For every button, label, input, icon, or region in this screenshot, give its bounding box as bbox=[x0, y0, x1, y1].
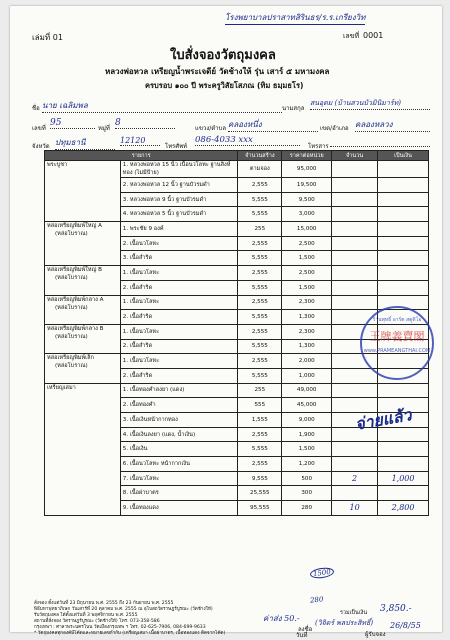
fax-label: โทรสาร bbox=[308, 143, 329, 150]
group-name-line: พระบูชา bbox=[47, 162, 68, 168]
unit-price-cell: 95,000 bbox=[282, 161, 332, 178]
unit-price-cell: 1,000 bbox=[282, 368, 332, 383]
tambon-field[interactable]: คลองหนึ่ง bbox=[228, 118, 318, 132]
group-name-line: (หล่อโบราณ) bbox=[55, 275, 88, 282]
unit-price-cell: 2,500 bbox=[282, 266, 332, 281]
surname-label: นามสกุล bbox=[282, 105, 305, 112]
amount-cell[interactable] bbox=[378, 161, 429, 178]
page-title: ใบสั่งจองวัตถุมงคล bbox=[170, 48, 276, 63]
unit-price-cell: 300 bbox=[282, 486, 332, 501]
qty-built-cell: 95,555 bbox=[238, 501, 282, 516]
unit-price-cell: 9,000 bbox=[282, 413, 332, 428]
qty-built-cell: 5,555 bbox=[238, 368, 282, 383]
unit-price-cell: 3,000 bbox=[282, 207, 332, 222]
item-name-cell: 2. เนื้อนวโลหะ bbox=[120, 236, 238, 251]
handwritten-price-correction-1: 1500 bbox=[309, 566, 334, 579]
book-label: เล่มที่ 01 bbox=[32, 33, 63, 42]
count-cell[interactable] bbox=[332, 383, 378, 398]
group-name-cell bbox=[45, 266, 121, 295]
count-cell[interactable] bbox=[332, 486, 378, 501]
count-cell[interactable]: 2 bbox=[332, 471, 378, 486]
unit-price-cell: 15,000 bbox=[282, 222, 332, 237]
unit-price-cell: 1,300 bbox=[282, 310, 332, 325]
unit-price-cell: 1,900 bbox=[282, 427, 332, 442]
unit-price-cell: 1,300 bbox=[282, 339, 332, 354]
date-label: วันที่ bbox=[296, 632, 308, 639]
item-name-cell: 8. เนื้อฝาบาตร bbox=[120, 486, 238, 501]
unit-price-cell: 2,300 bbox=[282, 295, 332, 310]
count-cell[interactable] bbox=[332, 295, 378, 310]
item-name-cell: 6. เนื้อนวโลหะ หน้ากากเงิน bbox=[120, 457, 238, 472]
signature-role: ผู้รับจอง bbox=[365, 631, 386, 638]
tambon-label: แขวง/ตำบล bbox=[195, 125, 227, 132]
item-name-cell: 3. เนื้อสำริด bbox=[120, 251, 238, 266]
amount-cell[interactable] bbox=[378, 280, 429, 295]
item-name-cell: 1. เนื้อนวโลหะ bbox=[120, 295, 238, 310]
footer-line: สั่งจอง ตั้งแต่วันที่ 23 มิถุนายน พ.ศ. 2555 ถึง 23 กันยายน พ.ศ. 2555 bbox=[34, 601, 174, 606]
item-name-cell: 1. เนื้อนวโลหะ bbox=[120, 266, 238, 281]
item-name-cell: 5. เนื้อเงิน bbox=[120, 442, 238, 457]
stamp-website: www.PRAMEANGTHAI.COM bbox=[363, 348, 431, 354]
qty-built-cell: 5,555 bbox=[238, 207, 282, 222]
unit-price-cell: 1,500 bbox=[282, 442, 332, 457]
unit-price-cell: 2,300 bbox=[282, 324, 332, 339]
group-name-cell bbox=[45, 161, 121, 222]
qty-built-cell: 2,555 bbox=[238, 178, 282, 193]
amphoe-label: เขต/อำเภอ bbox=[320, 125, 349, 132]
qty-built-cell: 25,555 bbox=[238, 486, 282, 501]
qty-built-cell: 2,555 bbox=[238, 236, 282, 251]
count-cell[interactable] bbox=[332, 280, 378, 295]
group-name-line: หล่อเหรียญพิมพ์ใหญ่ A bbox=[47, 223, 102, 230]
qty-built-cell: 5,555 bbox=[238, 339, 282, 354]
item-name-cell: 2. เนื้อสำริด bbox=[120, 280, 238, 295]
unit-price-cell: 2,500 bbox=[282, 236, 332, 251]
count-cell[interactable] bbox=[332, 442, 378, 457]
unit-price-cell: 1,200 bbox=[282, 457, 332, 472]
item-name-cell: 2. หลวงพ่อหวล 12 นิ้ว ฐานบัวรมดำ bbox=[120, 178, 238, 193]
item-name-cell: 1. เนื้อทองคำลงยา (แดง) bbox=[120, 383, 238, 398]
item-name-cell: 4. เนื้อเงินลงยา (แดง, น้ำเงิน) bbox=[120, 427, 238, 442]
qty-built-cell: 255 bbox=[238, 383, 282, 398]
qty-built-cell: 5,555 bbox=[238, 251, 282, 266]
header-item: รายการ bbox=[45, 151, 238, 161]
subtitle-1: หลวงพ่อหวล เหรียญน้ำพระเจดีย์ วัดช้างให้ รุ่น เสาร์ ๕ มหามงคล bbox=[105, 67, 330, 76]
amount-cell[interactable] bbox=[378, 192, 429, 207]
order-form-paper bbox=[10, 6, 442, 632]
name-field[interactable]: นาย เฉลิมพล bbox=[42, 99, 282, 113]
group-name-line: (หล่อโบราณ) bbox=[55, 363, 88, 370]
item-name-cell: 1. พระชัย 9 องค์ bbox=[120, 222, 238, 237]
item-name-cell: 3. เนื้อเงินหน้ากากทอง bbox=[120, 413, 238, 428]
qty-built-cell: 2,555 bbox=[238, 457, 282, 472]
unit-price-cell: 49,000 bbox=[282, 383, 332, 398]
amount-cell[interactable] bbox=[378, 207, 429, 222]
footer-line: รับวัตถุมงคล ได้ตั้งแต่วันที่ 3 พฤศจิกายน พ.ศ. 2555 bbox=[34, 613, 138, 618]
count-cell[interactable] bbox=[332, 207, 378, 222]
amount-cell[interactable] bbox=[378, 383, 429, 398]
count-cell[interactable] bbox=[332, 161, 378, 178]
count-cell[interactable] bbox=[332, 192, 378, 207]
item-name-cell: 2. เนื้อทองคำ bbox=[120, 398, 238, 413]
group-name-line: หล่อเหรียญพิมพ์เล็ก bbox=[47, 355, 94, 362]
item-name-cell: 4. หลวงพ่อหวล 5 นิ้ว ฐานบัวรมดำ bbox=[120, 207, 238, 222]
unit-price-cell: 2,000 bbox=[282, 354, 332, 369]
qty-built-cell: 555 bbox=[238, 398, 282, 413]
unit-price-cell: 19,500 bbox=[282, 178, 332, 193]
total-value: 3,850.- bbox=[380, 604, 412, 614]
moo-field[interactable]: 8 bbox=[115, 118, 175, 129]
moo-label: หมู่ที่ bbox=[98, 125, 110, 132]
qty-built-cell: 2,555 bbox=[238, 295, 282, 310]
qty-built-cell: 1,555 bbox=[238, 413, 282, 428]
item-name-cell: 2. เนื้อสำริด bbox=[120, 339, 238, 354]
table-row bbox=[45, 161, 429, 178]
province-label: จังหวัด bbox=[32, 143, 50, 150]
item-name-cell: 3. หลวงพ่อหวล 9 นิ้ว ฐานบัวรมดำ bbox=[120, 192, 238, 207]
qty-built-cell: 5,555 bbox=[238, 192, 282, 207]
group-name-cell bbox=[45, 324, 121, 353]
stamp-chinese-name: 王牌義賣閣 bbox=[369, 330, 425, 343]
count-cell[interactable] bbox=[332, 266, 378, 281]
signature-label: ลงชื่อ bbox=[298, 626, 313, 633]
address-field[interactable]: 95 bbox=[50, 118, 95, 129]
count-cell[interactable] bbox=[332, 368, 378, 383]
qty-built-cell: 255 bbox=[238, 222, 282, 237]
header-count: จำนวน bbox=[332, 151, 378, 161]
handwritten-top-note: โรงพยาบาลปราสาทสิรินธร/ร.ร.เกรียงวิท bbox=[225, 11, 365, 25]
header-unit-price: ราคาต่อหน่วย bbox=[282, 151, 332, 161]
shop-stamp bbox=[360, 306, 434, 380]
shipping-note: ค่าส่ง 50.- bbox=[263, 614, 300, 623]
count-cell[interactable] bbox=[332, 251, 378, 266]
footer-line: พิธีมหาพุทธาภิเษก วันเสาร์ที่ 20 ตุลาคม พ.ศ. 2555 ณ อุโบสถวัดราษฎร์บูรณะ (วัดช้างให้) bbox=[34, 607, 213, 612]
item-name-cell: 7. เนื้อนวโลหะ bbox=[120, 471, 238, 486]
table-header-row bbox=[45, 151, 429, 161]
amount-cell[interactable]: 1,000 bbox=[378, 471, 429, 486]
footer-line: * วัตถุมงคลทุกองค์มีโค้ดและหมายเลขกำกับ (เหรียญเสมา เนื้อฝาบาตร, เนื้อทองแดง ติดจากโค้ด) bbox=[34, 631, 226, 636]
qty-built-cell: 5,555 bbox=[238, 442, 282, 457]
group-name-line: (หล่อโบราณ) bbox=[55, 231, 88, 238]
qty-built-cell: ตามจอง bbox=[238, 161, 282, 178]
qty-built-cell: 2,555 bbox=[238, 324, 282, 339]
item-name-cell: 1. เนื้อนวโลหะ bbox=[120, 324, 238, 339]
unit-price-cell: 45,000 bbox=[282, 398, 332, 413]
group-name-cell bbox=[45, 295, 121, 324]
unit-price-cell: 500 bbox=[282, 471, 332, 486]
paid-mark: จ่ายแล้ว bbox=[353, 405, 413, 434]
qty-built-cell: 2,555 bbox=[238, 354, 282, 369]
address-label: เลขที่ bbox=[32, 125, 46, 132]
footer-line: กรุงเทพฯ : ศาลาพระนครโนน วัดเมืองกรุงเทพ ฯ โทร. 02-625-7906, 084-699-9633 bbox=[34, 625, 206, 630]
count-cell[interactable] bbox=[332, 236, 378, 251]
amount-cell[interactable] bbox=[378, 266, 429, 281]
group-name-cell bbox=[45, 354, 121, 383]
table-row bbox=[45, 295, 429, 310]
count-cell[interactable] bbox=[332, 457, 378, 472]
amount-cell[interactable]: 2,800 bbox=[378, 501, 429, 516]
qty-built-cell: 5,555 bbox=[238, 310, 282, 325]
tel-field[interactable]: 086-4033 xxx bbox=[195, 135, 300, 146]
header-amount: เป็นเงิน bbox=[378, 151, 429, 161]
unit-price-cell: 1,500 bbox=[282, 251, 332, 266]
group-name-line: หล่อเหรียญพิมพ์กลาง A bbox=[47, 296, 104, 303]
amount-cell[interactable] bbox=[378, 251, 429, 266]
book-number-label: เลขที่ bbox=[343, 32, 360, 40]
group-name-line: (หล่อโบราณ) bbox=[55, 304, 88, 311]
group-name-line: เหรียญเสมา bbox=[47, 384, 76, 391]
group-name-cell bbox=[45, 383, 121, 515]
qty-built-cell: 5,555 bbox=[238, 280, 282, 295]
count-cell[interactable]: 10 bbox=[332, 501, 378, 516]
amphoe-field[interactable]: คลองหลวง bbox=[355, 118, 430, 132]
unit-price-cell: 280 bbox=[282, 501, 332, 516]
amount-cell[interactable] bbox=[378, 442, 429, 457]
table-row bbox=[45, 383, 429, 398]
table-row bbox=[45, 222, 429, 237]
handwritten-price-correction-9: 280 bbox=[309, 595, 324, 605]
amount-cell[interactable] bbox=[378, 222, 429, 237]
item-name-cell: 9. เนื้อทองแดง bbox=[120, 501, 238, 516]
fax-field[interactable] bbox=[330, 136, 430, 147]
amount-cell[interactable] bbox=[378, 457, 429, 472]
group-name-line: หล่อเหรียญพิมพ์ใหญ่ B bbox=[47, 267, 102, 274]
header-qty-built: จำนวนสร้าง bbox=[238, 151, 282, 161]
qty-built-cell: 2,555 bbox=[238, 266, 282, 281]
amount-cell[interactable] bbox=[378, 486, 429, 501]
signature-name: (วิจิตร์ พลประสิทธิ์) bbox=[315, 619, 374, 627]
item-name-cell: 1. เนื้อนวโลหะ bbox=[120, 354, 238, 369]
group-name-line: (หล่อโบราณ) bbox=[55, 333, 88, 340]
unit-price-cell: 9,500 bbox=[282, 192, 332, 207]
surname-field[interactable]: สนอุดม (บ้านสวนบัวมินิมาร์ท) bbox=[310, 98, 430, 110]
book-number: 0001 bbox=[363, 31, 384, 40]
group-name-line: หล่อเหรียญพิมพ์กลาง B bbox=[47, 325, 104, 332]
date-value: 26/8/55 bbox=[390, 621, 421, 630]
item-name-cell: 2. เนื้อสำริด bbox=[120, 310, 238, 325]
name-label: ชื่อ bbox=[32, 105, 40, 112]
group-name-cell bbox=[45, 222, 121, 266]
stamp-top-text: ร้านพุทธิ์ อาร์ต สตูดิโอ bbox=[372, 317, 422, 323]
amount-cell[interactable] bbox=[378, 178, 429, 193]
total-label: รวมเป็นเงิน bbox=[340, 610, 368, 616]
qty-built-cell: 9,555 bbox=[238, 471, 282, 486]
unit-price-cell: 1,500 bbox=[282, 280, 332, 295]
footer-line: สถานที่สั่งจอง วัดราษฎร์บูรณะ (วัดช้างให้) โทร. 073-358-586 bbox=[34, 619, 160, 624]
count-cell[interactable] bbox=[332, 178, 378, 193]
subtitle-2: ครบรอบ ๑๐๐ ปี พระครูวิสัยโสภณ (ทิม ธมฺมธโร) bbox=[145, 81, 304, 90]
item-name-cell: 1. หลวงพ่อหวล 15 นิ้ว เนื้อนวโลหะ ฐานสิงห์ทอง (ไม่มีป้าย) bbox=[120, 161, 238, 178]
table-row bbox=[45, 266, 429, 281]
tel-label: โทรศัพท์ bbox=[165, 143, 188, 150]
count-cell[interactable] bbox=[332, 222, 378, 237]
qty-built-cell: 2,555 bbox=[238, 427, 282, 442]
amount-cell[interactable] bbox=[378, 236, 429, 251]
province-field[interactable]: ปทุมธานี bbox=[55, 136, 115, 150]
zipcode-field[interactable]: 12120 bbox=[120, 136, 160, 146]
item-name-cell: 2. เนื้อสำริด bbox=[120, 368, 238, 383]
